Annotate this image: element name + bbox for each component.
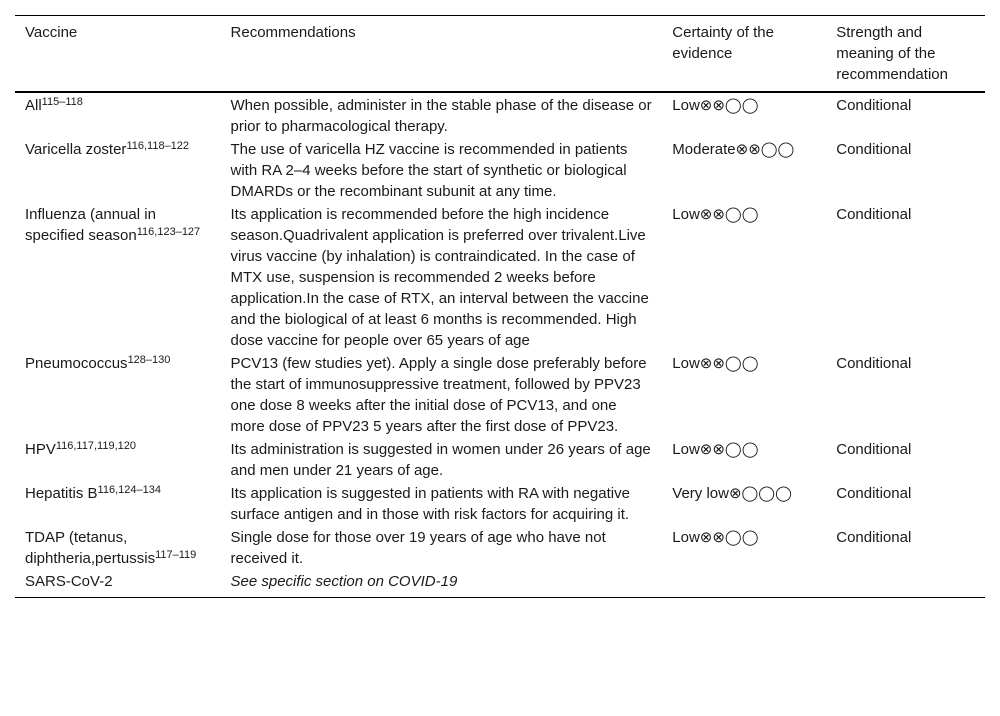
cell-vaccine [15,92,221,138]
vaccine-name: HPV [25,441,56,458]
cell-vaccine [15,438,221,482]
header-vaccine: Vaccine [15,16,221,93]
header-row [15,16,985,93]
vaccine-name: SARS-CoV-2 [25,573,113,590]
header-strength: Strength and meaning of the recommendation [826,16,985,93]
reference-superscript: 117–119 [155,549,197,561]
cell-recommendation: See specific section on COVID-19 [221,570,663,598]
cell-certainty: Low⊗⊗◯◯ [672,206,759,223]
table-body [15,92,985,598]
cell-strength: Conditional [836,355,912,372]
cell-recommendation: When possible, administer in the stable phase of the disease or prior to pharmacological therapy. [230,97,652,135]
cell-recommendation: Its application is recommended before the high incidence season.Quadrivalent application is preferred over trivalent.Live virus vaccine (by inhalation) is contraindicated. In the case of MTX use, suspension is recommended 2 weeks before application.In the case of RTX, an interval between the vaccine and the biological of at least 6 months is recommended. High dose vaccine for people over 65 years of age [230,206,649,349]
table-row [15,352,985,438]
cell-certainty [662,570,826,598]
cell-certainty: Low⊗⊗◯◯ [672,529,759,546]
reference-superscript: 116,123–127 [136,226,201,238]
cell-recommendation: PCV13 (few studies yet). Apply a single dose preferably before the start of immunosuppressive treatment, followed by PPV23 one dose 8 weeks after the initial dose of PCV13, and one more dose of PPV23 5 years after the first dose of PPV23. [230,355,647,435]
cell-certainty: Low⊗⊗◯◯ [672,355,759,372]
cell-vaccine [15,526,221,570]
cell-vaccine [15,352,221,438]
vaccine-name: Pneumococcus [25,355,128,372]
cell-strength [826,570,985,598]
table-row [15,203,985,352]
table-row [15,138,985,203]
cell-strength: Conditional [836,441,912,458]
vaccine-name: Influenza (annual in specified season [25,206,156,244]
table-row [15,482,985,526]
cell-vaccine [15,482,221,526]
vaccination-table-container [15,15,985,598]
cell-certainty: Very low⊗◯◯◯ [672,485,792,502]
vaccination-recommendations-table [15,15,985,598]
cell-recommendation: Single dose for those over 19 years of age who have not received it. [230,529,606,567]
reference-superscript: 116,124–134 [97,484,161,496]
cell-vaccine [15,203,221,352]
cell-vaccine [15,138,221,203]
vaccine-name: All [25,97,42,114]
table-row [15,526,985,570]
cell-vaccine [15,570,221,598]
cell-certainty: Moderate⊗⊗◯◯ [672,141,795,158]
cell-recommendation: Its administration is suggested in women under 26 years of age and men under 21 years of age. [230,441,651,479]
reference-superscript: 115–118 [41,96,83,108]
cell-strength: Conditional [836,141,912,158]
vaccine-name: TDAP (tetanus, diphtheria,pertussis [25,529,156,567]
header-recommendations: Recommendations [221,16,663,93]
cell-certainty: Low⊗⊗◯◯ [672,441,759,458]
cell-recommendation: Its application is suggested in patients with RA with negative surface antigen and in those with risk factors for acquiring it. [230,485,630,523]
table-row [15,438,985,482]
cell-strength: Conditional [836,97,912,114]
reference-superscript: 116,118–122 [126,140,190,152]
reference-superscript: 116,117,119,120 [55,440,136,452]
table-row [15,570,985,598]
header-certainty: Certainty of the evidence [662,16,826,93]
vaccine-name: Hepatitis B [25,485,98,502]
reference-superscript: 128–130 [127,354,171,366]
table-row [15,92,985,138]
cell-strength: Conditional [836,206,912,223]
vaccine-name: Varicella zoster [25,141,127,158]
table-header [15,16,985,93]
cell-recommendation: The use of varicella HZ vaccine is recommended in patients with RA 2–4 weeks before the start of synthetic or biological DMARDs or the recombinant subunit at any time. [230,141,628,200]
cell-strength: Conditional [836,485,912,502]
cell-strength: Conditional [836,529,912,546]
cell-certainty: Low⊗⊗◯◯ [672,97,759,114]
